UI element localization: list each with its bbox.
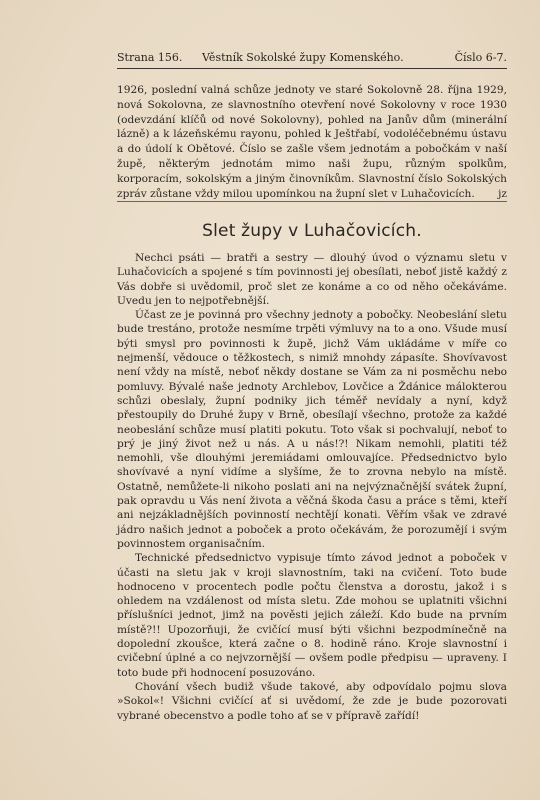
article-paragraph: Nechci psáti — bratři a sestry — dlouhý úvod o významu sletu v Luhačovicích a spojené s tím povinnosti jej obesílati, neboť jistě každý z Vás dobře si uvědomil, proč slet ze konáme a co od něho očekáváme. Uvedu jen to nejpotřebnější. bbox=[117, 252, 507, 307]
article-title: Slet župy v Luhačovicích. bbox=[202, 221, 422, 241]
article-body bbox=[117, 251, 507, 723]
article-paragraph: Technické předsednictvo vypisuje tímto závod jednot a poboček v účasti na sletu jak v kroji slavnostním, taki na cvičení. Toto bude hodnoceno v procentech podle počtu členstva a dorostu, jakož i s ohledem na vzdálenost od místa sletu. Zde mohou se uplatniti všichni příslušníci jednot, jimž na pověsti jejich záleží. Kdo bude na prvním místě?!! Upozorňuji, že cvičící musí býti všichni bezpodmínečně na dopolední zkoušce, která začne o 8. hodině ráno. Kroje slavnostní i cvičební úplné a co nejvzornější — ovšem podle předpisu — upraveny. I toto bude při hodnocení posuzováno. bbox=[117, 552, 507, 679]
header-rule bbox=[117, 68, 507, 69]
article-paragraph: Chování všech budiž všude takové, aby odpovídalo pojmu slova »Sokol«! Všichni cvičící ať si uvědomí, že zde je bude pozorovati vybrané obecenstvo a podle toho ať se v přípravě zařídí! bbox=[117, 680, 507, 722]
intro-text: 1926, poslední valná schůze jednoty ve staré Sokolovně 28. října 1929, nová Sokolovna, ze slavnostního otevření nové Sokolovny v roce 1930 (odevzdání klíčů od nové Sokolovny), pohled na Janův dům (minerální lázně) a k lázeňskému rayonu, pohled k Ještřabí, vodoléčebnému ústavu a do údolí k Obětové. Číslo se zašle všem jednotám a pobočkám v naší župě, některým jednotám mimo naši župu, různým spolkům, korporacím, sokolským a jiným činovníkům. Slavnostní číslo Sokolských zpráv zůstane vždy milou upomínkou na župní slet v Luhačovicích. bbox=[117, 84, 507, 200]
journal-title: Věstník Sokolské župy Komenského. bbox=[202, 51, 404, 64]
intro-paragraph bbox=[117, 83, 507, 201]
issue-number: Číslo 6-7. bbox=[454, 51, 507, 64]
article-paragraph: Účast ze je povinná pro všechny jednoty a pobočky. Neobeslání sletu bude trestáno, protože nesmíme trpěti výmluvy na to a ono. Všude musí býti smysl pro povinnosti k župě, jichž Vám ukládáme v míře co nejmenší, vědouce o těžkostech, s nimiž mnohdy zápasíte. Shovívavost není vždy na místě, neboť někdy dostane se Vám za ni posměchu nebo pomluvy. Bývalé naše jednoty Archlebov, Lovčice a Ždánice málokterou schůzi obeslaly, župní podniky jich téměř nevídaly a nyní, když přestoupily do Druhé župy v Brně, obesílají všechno, protože za každé neobeslání schůze musí platiti pokutu. Toto však si pochvalují, neboť to prý je jiný život než u nás. A u nás!?! Nikam nemohli, platiti též nemohli, vše dlouhými jeremiádami omlouvajíce. Předsednictvo bylo shovívavé a nyní vidíme a slyšíme, že to zrovna nebylo na místě. Ostatně, nemůžete-li nikoho poslati ani na nejvýznačnější svátek župní, pak opravdu u Vás není života a věčná škoda času a práce s těmi, kteří ani nejzákladnějších povinností nechtějí konati. Věřím však ve zdravé jádro našich jednot a poboček a proto očekávám, že porozumějí i svým povinnostem organisačním. bbox=[117, 309, 507, 550]
intro-section bbox=[117, 83, 507, 201]
section-divider bbox=[117, 201, 507, 202]
page-number: Strana 156. bbox=[117, 51, 183, 64]
author-initials: jz bbox=[498, 187, 507, 200]
running-header bbox=[117, 50, 507, 66]
